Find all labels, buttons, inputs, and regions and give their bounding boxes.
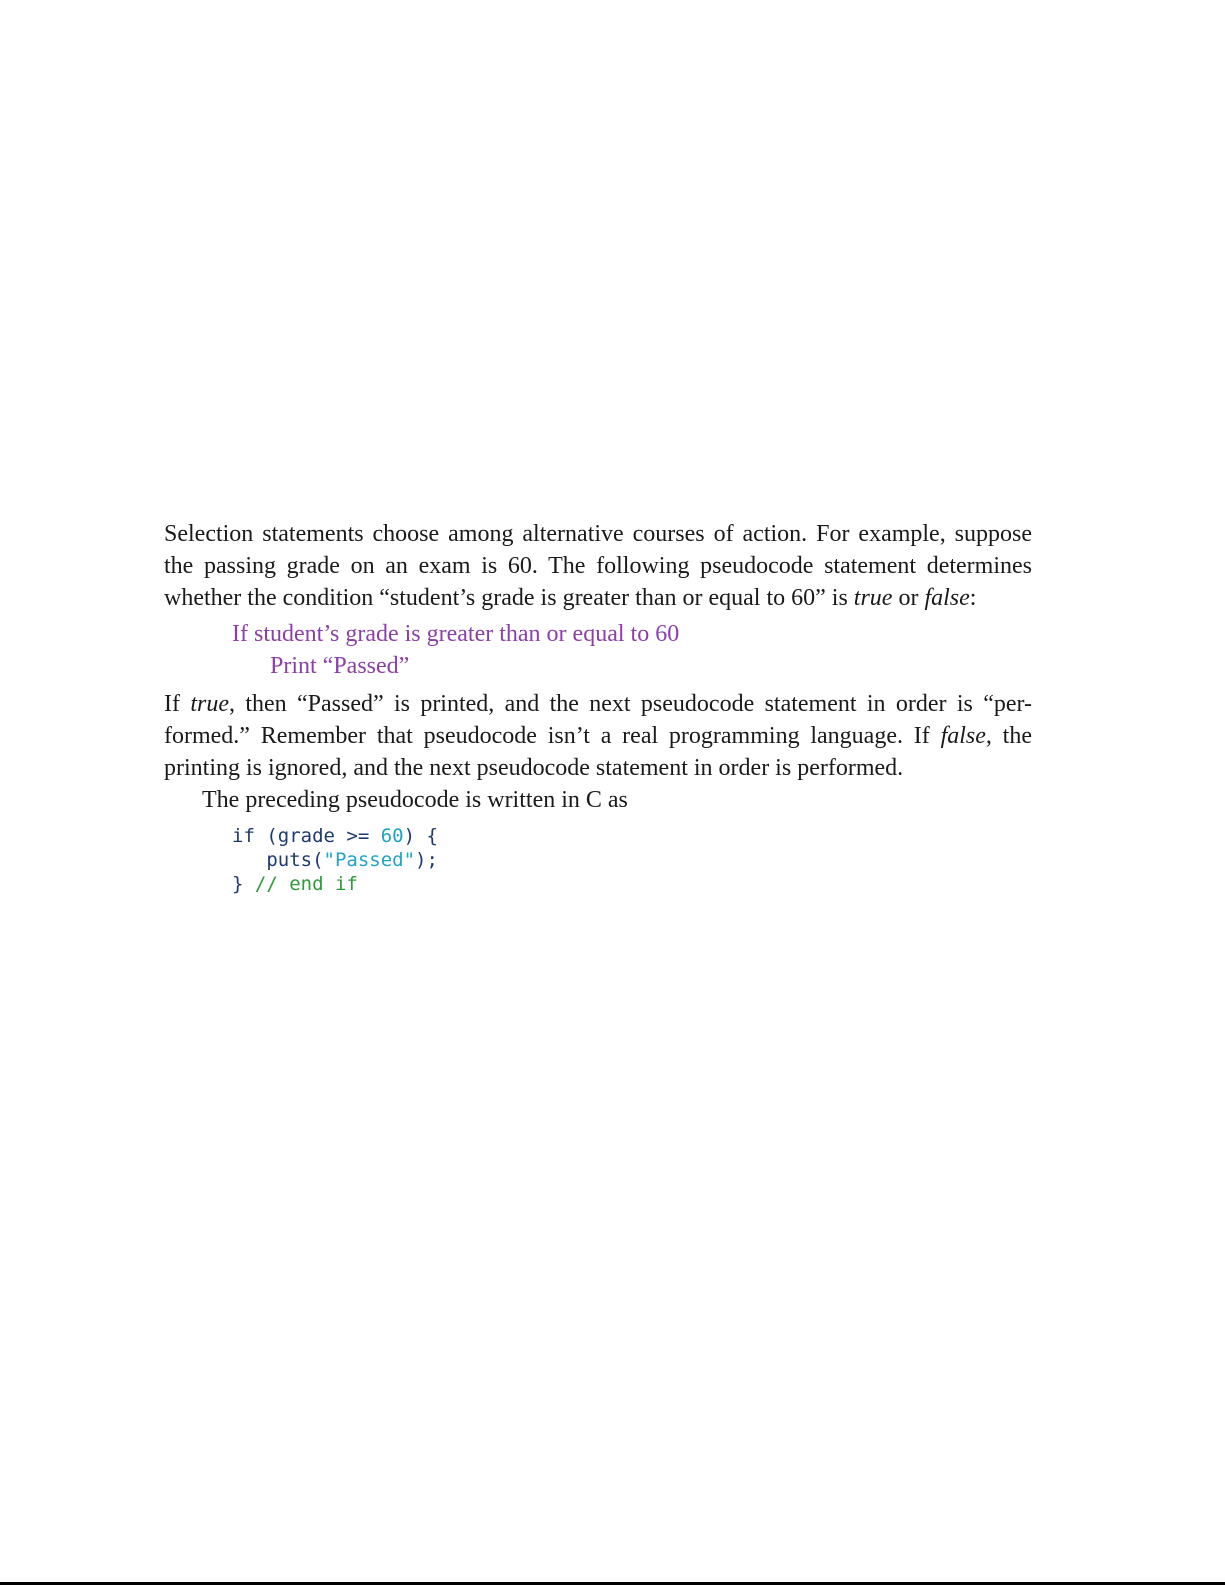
emphasis-true: true bbox=[190, 691, 229, 717]
paragraph-selection-intro bbox=[164, 518, 1032, 614]
paragraph-true-false-explanation bbox=[164, 688, 1032, 784]
code-line bbox=[232, 872, 1032, 896]
emphasis-false: false bbox=[940, 723, 986, 749]
code-token: ) { bbox=[403, 825, 438, 847]
text-run: , then “Passed” is printed, and the next pseudocode statement in order is “per- bbox=[229, 691, 1033, 717]
text-line bbox=[164, 582, 1032, 614]
code-comment: // end if bbox=[254, 873, 358, 895]
text-line bbox=[164, 720, 1032, 752]
pseudocode-line: If student’s grade is greater than or equal to 60 bbox=[232, 621, 680, 647]
text-run: or bbox=[892, 585, 925, 611]
emphasis-true: true bbox=[853, 585, 893, 611]
text-run: whether the condition “student’s grade is greater than or equal to 60” is bbox=[164, 585, 854, 611]
code-token: puts( bbox=[232, 849, 324, 871]
emphasis-false: false bbox=[924, 585, 970, 611]
code-line bbox=[232, 824, 1032, 848]
text-run: : bbox=[969, 585, 977, 611]
code-token: if (grade >= bbox=[232, 825, 381, 847]
pseudocode-line: Print “Passed” bbox=[270, 653, 410, 679]
text-line: the passing grade on an exam is 60. The following pseudocode statement determines bbox=[164, 553, 1032, 579]
paragraph-c-intro: The preceding pseudocode is written in C as bbox=[202, 787, 628, 813]
code-token: } bbox=[232, 873, 255, 895]
text-line bbox=[164, 688, 1032, 720]
c-code-block bbox=[232, 824, 1032, 896]
text-line: Selection statements choose among alternative courses of action. For example, suppose bbox=[164, 521, 1032, 547]
pseudocode-block bbox=[232, 618, 1032, 682]
code-token: ); bbox=[415, 849, 438, 871]
text-line: printing is ignored, and the next pseudocode statement in order is performed. bbox=[164, 755, 904, 781]
code-string: "Passed" bbox=[323, 849, 416, 871]
text-run: formed.” Remember that pseudocode isn’t a real programming language. If bbox=[164, 723, 941, 749]
page-content bbox=[164, 518, 1032, 896]
text-run: If bbox=[164, 691, 191, 717]
code-line bbox=[232, 848, 1032, 872]
text-run: , the bbox=[985, 723, 1033, 749]
code-number: 60 bbox=[380, 825, 404, 847]
